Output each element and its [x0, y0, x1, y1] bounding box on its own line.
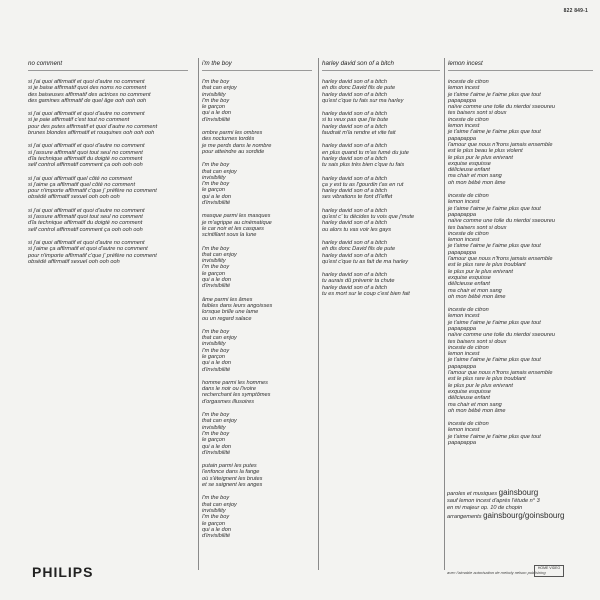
lyric-line: si j'ai quoi affirmatif et quoi d'autre no comment [28, 79, 145, 85]
lyric-line: faibles dans leurs angoisses [202, 302, 273, 309]
lyric-line: d'invisibilité [202, 449, 231, 456]
lyric-line: lemon incest [448, 123, 480, 130]
lyrics-stanza [202, 246, 312, 290]
lyrics-stanza [28, 208, 188, 233]
lyric-line: tes baisers sont si doux [448, 110, 507, 117]
lyric-line: le plus pur le plus enivrant [448, 268, 513, 275]
credits-name: gainsbourg [498, 488, 539, 497]
lyrics-stanza [28, 240, 188, 265]
lyric-line: invisibility [202, 341, 226, 348]
catalog-number: 822 849-1 [563, 8, 588, 14]
lyric-line: homme parmi les hommes [202, 379, 268, 386]
lyric-line: si j'aime ça affirmatif quel côté no comment [28, 181, 136, 188]
lyric-line: le garçon [202, 270, 226, 277]
lyric-line: harley david son of a bitch [322, 272, 387, 279]
lyric-line: I'm the boy [202, 97, 230, 104]
lyric-line: lemon incest [448, 85, 480, 92]
lyric-line: oh mon bébé mon âme [448, 407, 506, 414]
lyric-line: si j'assure affirmatif quoi tout seul no comment [28, 214, 143, 221]
lyrics-column-im-the-boy [202, 60, 312, 546]
column-divider [318, 58, 319, 570]
lyric-line: faudrait m'la rendre et vite fait [322, 130, 396, 137]
lyric-line: oh mon bébé mon âme [448, 179, 506, 186]
credits-line: arrangements [447, 514, 482, 520]
lyric-line: exquise esquisse [448, 274, 491, 281]
lyric-line: invisibility [202, 258, 226, 265]
lyric-line: harley david son of a bitch [322, 155, 387, 162]
lyric-line: inceste de citron [448, 307, 489, 314]
lyrics-stanza [322, 143, 440, 168]
lyric-line: inceste de citron [448, 193, 489, 200]
song-title: i'm the boy [202, 60, 312, 71]
lyric-line: tu aurais dû prévenir ta chute [322, 278, 395, 285]
lyric-line: obsédé affirmatif sexuel ooh ooh ooh [28, 194, 120, 201]
lyric-line: si tu veux pas que j'te bute [322, 117, 389, 124]
lyric-line: je t'aime t'aime je t'aime plus que tout [448, 319, 541, 326]
lyric-line: self control affirmatif comment ça ooh ooh ooh [28, 226, 143, 233]
lyrics-stanza [202, 79, 312, 123]
lyric-line: naïve comme une toile du nierdoi sseoureu [448, 332, 555, 339]
lyric-line: papapappa [448, 135, 476, 142]
lyric-line: inceste de citron [448, 421, 489, 428]
lyric-line: des gamines affirmatif de quel âge ooh ooh ooh [28, 97, 147, 104]
lyric-line: le garçon [202, 353, 226, 360]
lyric-line: si j'ai quoi affirmatif et quoi d'autre no comment [28, 239, 145, 246]
lyric-line: eh dis donc David fils de pute [322, 246, 396, 253]
lyric-line: papapappa [448, 249, 476, 256]
lyric-line: je t'aime t'aime je t'aime plus que tout [448, 129, 541, 136]
lyric-line: tes baisers sont si doux [448, 338, 507, 345]
lyrics-stanza [322, 111, 440, 136]
lyrics-stanza [28, 79, 188, 104]
lyric-line: ma chair et mon sang [448, 401, 502, 408]
lyric-line: est le plus rare le plus troublant [448, 262, 526, 269]
lyrics-column-lemon-incest [448, 60, 593, 453]
lyric-line: that can enjoy [202, 251, 237, 258]
lyrics-stanza [202, 130, 312, 155]
lyric-line: le plus pur le plus enivrant [448, 154, 513, 161]
credits-line: paroles et musiques [447, 491, 498, 497]
lyric-line: invisibility [202, 174, 226, 181]
lyric-line: lorsque brille une lame [202, 309, 259, 316]
lyrics-stanza [202, 213, 312, 238]
lyric-line: d'invisibilité [202, 116, 231, 123]
lyric-line: ma chair et mon sang [448, 287, 502, 294]
lyric-line: d'la technique affirmatif du doigté no comment [28, 220, 143, 227]
lyrics-stanza [448, 421, 593, 446]
lyric-line: le garçon [202, 520, 226, 527]
lyric-line: naïve comme une toile du nierdoi sseoureu [448, 218, 555, 225]
lyric-line: délicieuse enfant [448, 395, 490, 402]
lyric-line: des baiseuses affirmatif des actrices no comment [28, 91, 151, 98]
lyric-line: harley david son of a bitch [322, 284, 387, 291]
lyric-line: d'invisibilité [202, 366, 231, 373]
lyrics-stanza [202, 329, 312, 373]
lyrics-stanza [28, 111, 188, 136]
philips-logo: PHILIPS [32, 564, 94, 580]
publishing-footnote: avec l'aimable autorisation de melody nelson publishing [447, 570, 546, 575]
lyric-line: eh dis donc David fils de pute [322, 85, 396, 92]
lyric-line: qu'est c'que tu fais sur ma harley [322, 97, 404, 104]
lyric-line: harley david son of a bitch [322, 207, 387, 214]
lyric-line: pour n'importe affirmatif c'que j' préfère no comment [28, 188, 157, 195]
lyrics-stanza [322, 240, 440, 265]
lyric-line: âme parmi les âmes [202, 296, 253, 303]
lyrics-stanza [202, 297, 312, 322]
lyric-line: I'm the boy [202, 347, 230, 354]
lyric-line: inceste de citron [448, 344, 489, 351]
lyric-line: ou un regard salace [202, 315, 252, 322]
lyric-line: et se saignent les anges [202, 482, 263, 489]
video-badge: HOME VIDEO [534, 565, 564, 577]
lyric-line: si j'ai quoi affirmatif et quoi d'autre no comment [28, 143, 145, 150]
lyric-line: exquise esquisse [448, 160, 491, 167]
lyric-line: est le plus beau le plus violent [448, 148, 523, 155]
lyric-line: harley david son of a bitch [322, 111, 387, 118]
lyric-line: that can enjoy [202, 168, 237, 175]
lyric-line: l'enfonce dans la fange [202, 469, 260, 476]
lyrics-stanza [322, 272, 440, 297]
lyric-line: inceste de citron [448, 79, 489, 85]
lyric-line: lemon incest [448, 313, 480, 320]
lyric-line: d'orgasmes illusoires [202, 398, 255, 405]
lyric-line: qui a le don [202, 526, 231, 533]
lyric-line: lemon incest [448, 427, 480, 434]
lyrics-stanza [448, 193, 593, 300]
lyric-line: en plus quand tu m'as fumé du jute [322, 149, 409, 156]
lyrics-stanza [202, 495, 312, 539]
lyric-line: that can enjoy [202, 85, 237, 92]
lyric-line: invisibility [202, 91, 226, 98]
lyrics-stanza [202, 463, 312, 488]
lyric-line: harley david son of a bitch [322, 123, 387, 130]
lyric-line: ombre parmi les ombres [202, 130, 263, 137]
lyric-line: je t'aime t'aime je t'aime plus que tout [448, 357, 541, 364]
lyric-line: I'm the boy [202, 181, 230, 188]
lyric-line: harley david son of a bitch [322, 175, 387, 182]
lyric-line: papapappa [448, 97, 476, 104]
lyric-line: putain parmi les putes [202, 463, 257, 470]
lyric-line: that can enjoy [202, 418, 237, 425]
lyric-line: si je paie affirmatif c'est tout no comment [28, 117, 130, 124]
lyric-line: qui a le don [202, 277, 231, 284]
lyric-line: obsédé affirmatif sexuel ooh ooh ooh [28, 258, 120, 265]
lyric-line: si j'ai quoi affirmatif quel côté no comment [28, 175, 132, 182]
lyric-line: le car noir et les casques [202, 225, 264, 232]
lyric-line: papapappa [448, 211, 476, 218]
column-divider [198, 58, 199, 570]
lyric-line: papapappa [448, 363, 476, 370]
lyric-line: si j'aime ça affirmatif et quoi d'autre no comment [28, 246, 148, 253]
lyrics-stanza [202, 380, 312, 405]
lyric-line: si j'ai quoi affirmatif et quoi d'autre no comment [28, 207, 145, 214]
lyric-line: qui a le don [202, 110, 231, 117]
lyrics-stanza [202, 162, 312, 206]
lyric-line: où s'éteignent les brutes [202, 475, 263, 482]
song-title: harley david son of a bitch [322, 60, 440, 71]
lyric-line: je t'aime t'aime je t'aime plus que tout [448, 205, 541, 212]
lyric-line: qu'est c'que tu as fait de ma harley [322, 258, 409, 265]
lyric-line: I'm the boy [202, 328, 230, 335]
lyric-line: harley david son of a bitch [322, 188, 387, 195]
lyric-line: tu es mort sur le coup c'est bien fait [322, 291, 410, 298]
lyric-line: harley david son of a bitch [322, 79, 387, 85]
lyric-line: qui a le don [202, 193, 231, 200]
lyric-line: le garçon [202, 437, 226, 444]
lyric-line: I'm the boy [202, 412, 230, 419]
lyric-line: invisibility [202, 507, 226, 514]
lyric-line: d'invisibilité [202, 533, 231, 540]
lyric-line: I'm the boy [202, 245, 230, 252]
lyric-line: pour n'importe affirmatif c'que j' préfère no comment [28, 252, 157, 259]
lyric-line: invisibility [202, 424, 226, 431]
lyrics-stanza [448, 307, 593, 414]
lyric-line: lemon incest [448, 199, 480, 206]
lyric-line: I'm the boy [202, 162, 230, 169]
lyric-line: l'amour que nous n'frons jamais ensemble [448, 256, 553, 263]
lyric-line: tu sais plus très bien c'que tu fais [322, 162, 405, 169]
lyric-line: ses vibrations te font d'l'effet [322, 194, 393, 201]
lyric-line: si je baise affirmatif quoi des noms no comment [28, 85, 147, 92]
lyric-line: ça y est tu as l'gourdin t'as en rut [322, 181, 404, 188]
lyric-line: le plus pur le plus enivrant [448, 382, 513, 389]
lyric-line: l'amour que nous n'frons jamais ensemble [448, 141, 553, 148]
lyric-line: lemon incest [448, 237, 480, 244]
lyric-line: pour atteindre au sordide [202, 148, 265, 155]
lyric-line: je t'aime t'aime je t'aime plus que tout [448, 433, 541, 440]
lyric-line: le garçon [202, 104, 226, 111]
lyrics-stanza [322, 79, 440, 104]
lyric-line: I'm the boy [202, 430, 230, 437]
lyric-line: ma chair et mon sang [448, 173, 502, 180]
lyric-line: brunes blondes affirmatif et rouquines ooh ooh ooh [28, 130, 155, 137]
lyric-line: I'm the boy [202, 495, 230, 502]
lyric-line: d'invisibilité [202, 200, 231, 207]
lyric-line: I'm the boy [202, 264, 230, 271]
lyrics-stanza [448, 79, 593, 186]
lyrics-stanza [202, 412, 312, 456]
lyric-line: recherchant les symptômes [202, 392, 271, 399]
lyric-line: exquise esquisse [448, 388, 491, 395]
lyric-line: des nocturnes tordés [202, 136, 255, 143]
lyric-line: that can enjoy [202, 501, 237, 508]
credits-line: sauf lemon incest d'après l'étude n° 3 [447, 498, 540, 504]
lyrics-stanza [28, 176, 188, 201]
lyric-line: lemon incest [448, 351, 480, 358]
lyric-line: d'invisibilité [202, 283, 231, 290]
lyric-line: inceste de citron [448, 230, 489, 237]
lyric-line: délicieuse enfant [448, 167, 490, 174]
lyric-line: oh mon bébé mon âme [448, 293, 506, 300]
lyric-line: qui a le don [202, 360, 231, 367]
lyric-line: harley david son of a bitch [322, 252, 387, 259]
credits-block [447, 489, 564, 521]
lyric-line: je t'aime t'aime je t'aime plus que tout [448, 91, 541, 98]
credits-name: gainsbourg/goinsbourg [483, 511, 565, 520]
song-title: no comment [28, 60, 188, 71]
lyric-line: I'm the boy [202, 79, 230, 85]
lyric-line: si j'assure affirmatif quoi tout seul no comment [28, 149, 143, 156]
credits-line: en mi majeur op. 10 de chopin [447, 505, 523, 511]
lyric-line: dans le noir ou l'ivoire [202, 386, 256, 393]
lyric-line: papapappa [448, 325, 476, 332]
lyric-line: je m'agrippe au cinématique [202, 219, 272, 226]
lyric-line: je t'aime t'aime je t'aime plus que tout [448, 243, 541, 250]
lyric-line: d'la technique affirmatif du doigté no comment [28, 155, 143, 162]
lyric-line: masque parmi les masques [202, 213, 271, 220]
lyric-line: tes baisers sont si doux [448, 224, 507, 231]
lyric-line: ou alors tu vas voir les gays [322, 226, 392, 233]
lyrics-column-no-comment [28, 60, 188, 272]
lyric-line: scintillant sous la lune [202, 232, 257, 239]
lyrics-stanza [322, 176, 440, 201]
lyric-line: pour des putes affirmatif et quoi d'autre no comment [28, 123, 158, 130]
lyric-line: harley david son of a bitch [322, 143, 387, 150]
lyric-line: papapappa [448, 440, 476, 447]
lyric-line: qui a le don [202, 443, 231, 450]
lyric-line: si j'ai quoi affirmatif et quoi d'autre no comment [28, 111, 145, 118]
lyric-line: inceste de citron [448, 116, 489, 123]
lyrics-stanza [322, 208, 440, 233]
lyric-line: self control affirmatif comment ça ooh ooh ooh [28, 162, 143, 169]
lyric-line: harley david son of a bitch [322, 91, 387, 98]
lyric-line: harley david son of a bitch [322, 220, 387, 227]
lyric-line: I'm the boy [202, 514, 230, 521]
lyric-line: naïve comme une toile du nierdoi sseoureu [448, 104, 555, 111]
lyric-line: délicieuse enfant [448, 281, 490, 288]
lyric-line: l'amour que nous n'frons jamais ensemble [448, 370, 553, 377]
song-title: lemon incest [448, 60, 593, 71]
lyric-line: je me perds dans le nombre [202, 142, 272, 149]
lyrics-column-harley-david [322, 60, 440, 304]
lyric-line: harley david son of a bitch [322, 239, 387, 246]
lyrics-stanza [28, 143, 188, 168]
lyric-line: le garçon [202, 187, 226, 194]
column-divider [444, 58, 445, 570]
lyric-line: qu'est c' tu décides tu vois que j'mute [322, 214, 415, 221]
lyric-line: that can enjoy [202, 335, 237, 342]
lyric-line: est le plus rare le plus troublant [448, 376, 526, 383]
